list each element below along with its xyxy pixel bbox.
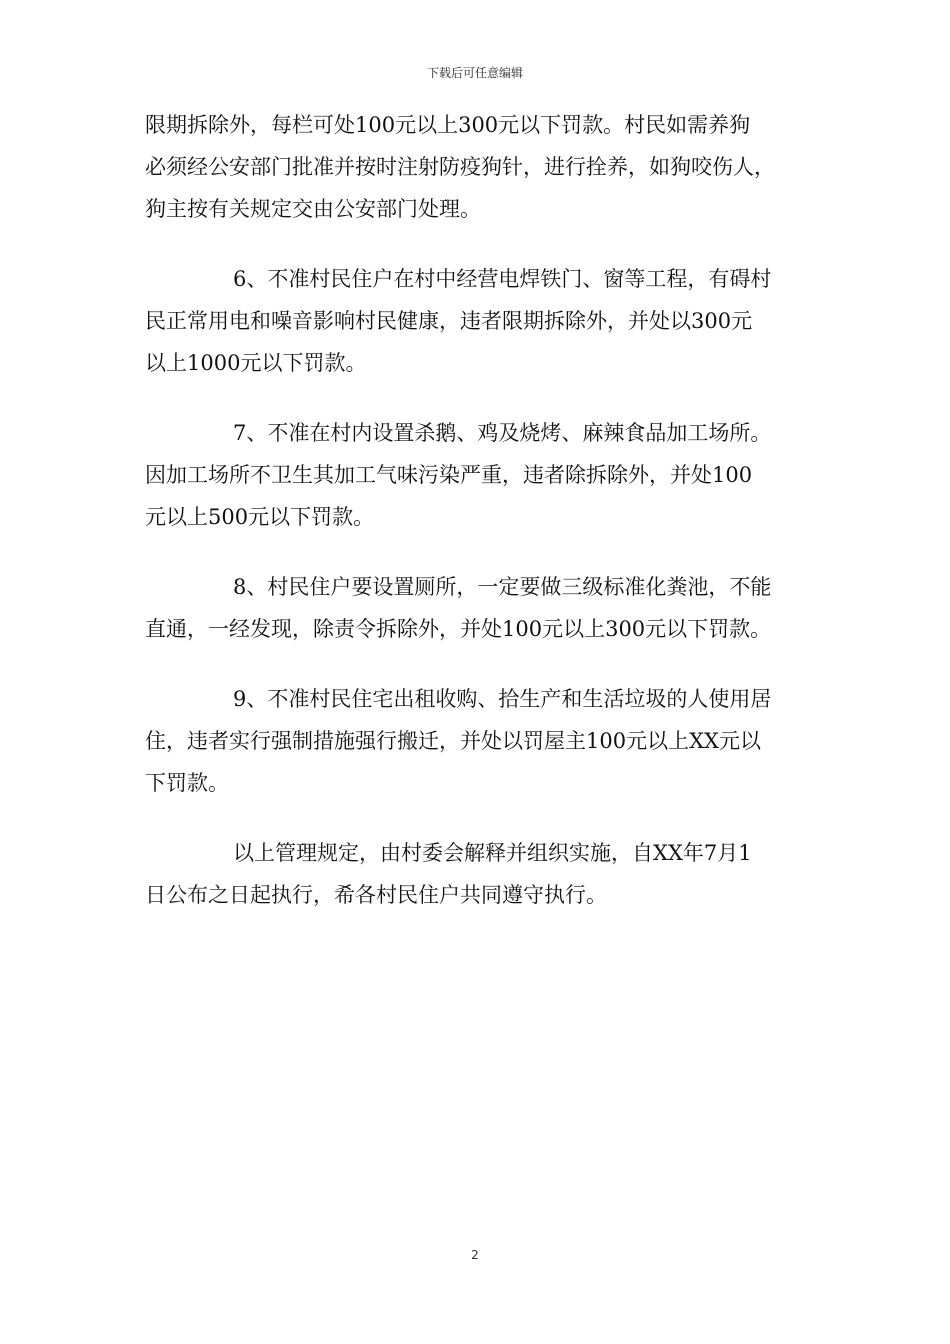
text-line: 以上1000元以下罚款。 bbox=[145, 351, 367, 375]
text-line: 9、不准村民住宅出租收购、拾生产和生活垃圾的人使用居 bbox=[233, 687, 772, 711]
text-line: 住，违者实行强制措施强行搬迁，并处以罚屋主100元以上XX元以 bbox=[145, 729, 761, 753]
paragraph-rule-9 bbox=[145, 678, 805, 804]
paragraph-continued bbox=[145, 104, 805, 230]
text-line: 日公布之日起执行，希各村民住户共同遵守执行。 bbox=[145, 883, 607, 907]
paragraph-rule-6 bbox=[145, 258, 805, 384]
header-note: 下载后可任意编辑 bbox=[426, 66, 523, 80]
text-line: 直通，一经发现，除责令拆除外，并处100元以上300元以下罚款。 bbox=[145, 617, 772, 641]
text-line: 7、不准在村内设置杀鹅、鸡及烧烤、麻辣食品加工场所。 bbox=[233, 421, 772, 445]
page-number: 2 bbox=[471, 1248, 479, 1262]
text-line: 以上管理规定，由村委会解释并组织实施，自XX年7月1 bbox=[233, 841, 752, 865]
text-line: 民正常用电和噪音影响村民健康，违者限期拆除外，并处以300元 bbox=[145, 309, 753, 333]
text-line: 限期拆除外，每栏可处100元以上300元以下罚款。村民如需养狗 bbox=[145, 113, 751, 137]
document-body bbox=[145, 104, 805, 944]
text-line: 下罚款。 bbox=[145, 771, 229, 795]
paragraph-rule-8 bbox=[145, 566, 805, 650]
text-line: 元以上500元以下罚款。 bbox=[145, 505, 375, 529]
paragraph-rule-7 bbox=[145, 412, 805, 538]
text-line: 必须经公安部门批准并按时注射防疫狗针，进行拴养，如狗咬伤人， bbox=[145, 155, 775, 179]
text-line: 因加工场所不卫生其加工气味污染严重，违者除拆除外，并处100 bbox=[145, 463, 753, 487]
text-line: 8、村民住户要设置厕所，一定要做三级标准化粪池，不能 bbox=[233, 575, 772, 599]
text-line: 6、不准村民住户在村中经营电焊铁门、窗等工程，有碍村 bbox=[233, 267, 772, 291]
paragraph-closing bbox=[145, 832, 805, 916]
text-line: 狗主按有关规定交由公安部门处理。 bbox=[145, 197, 481, 221]
